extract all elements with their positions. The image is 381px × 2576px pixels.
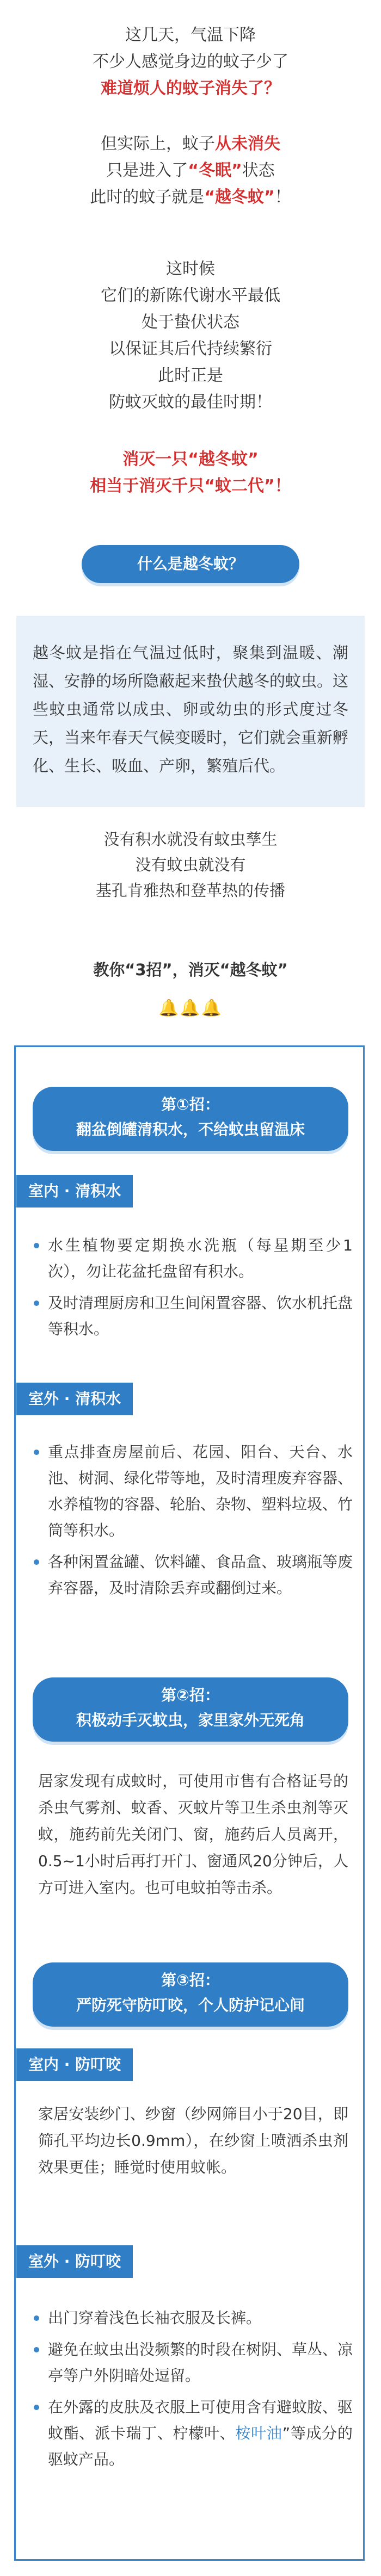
intro-line: 它们的新陈代谢水平最低 <box>101 286 280 305</box>
intro-highlight: 从未消失 <box>215 134 280 153</box>
mid-heading: 教你“3招”，消灭“越冬蚊” <box>93 961 288 979</box>
tip-title: 第③招： <box>161 1971 220 1989</box>
list-item: 水生植物要定期换水洗瓶（每星期至少1次），勿让花盆托盘留有积水。 <box>32 1233 353 1285</box>
intro-line: 处于蛰伏状态 <box>142 313 239 332</box>
intro-block <box>0 446 381 499</box>
tip-title: 第②招： <box>161 1686 220 1704</box>
list-item: 各种闲置盆罐、饮料罐、食品盒、玻璃瓶等废弃容器，及时清除丢弃或翻倒过来。 <box>32 1549 353 1601</box>
intro-block <box>0 256 381 416</box>
list-item-text: 在外露的皮肤及衣服上可使用含有避蚊胺、驱蚊酯、派卡瑞丁、柠檬叶、 <box>48 2398 353 2442</box>
intro-line <box>0 157 381 184</box>
intro-block <box>0 22 381 102</box>
outdoor-bite-list <box>32 2305 353 2478</box>
tip-pill <box>33 1962 348 2027</box>
intro-line <box>0 184 381 210</box>
list-item-highlight: 桉叶油 <box>235 2424 282 2442</box>
intro-slogan: 消灭一只“越冬蚊” <box>122 450 259 469</box>
intro-text: 只是进入了 <box>106 161 188 180</box>
list-item-text: ”等成分的驱蚊产品。 <box>48 2424 353 2468</box>
tip-pill <box>33 1087 348 1151</box>
intro-highlight: “越冬蚊” <box>204 188 275 207</box>
intro-text: 此时的蚊子就是 <box>90 188 205 207</box>
section-tag: 室外 · 清积水 <box>16 1383 133 1415</box>
list-item: 及时清理厨房和卫生间闲置容器、饮水机托盘等积水。 <box>32 1290 353 1342</box>
tip-title: 第①招： <box>161 1095 220 1113</box>
intro-text: ！ <box>274 188 291 207</box>
list-item <box>32 2394 353 2473</box>
intro-line: 防蚊灭蚊的最佳时期！ <box>109 393 272 412</box>
indoor-bite-paragraph: 家居安装纱门、纱窗（纱网筛目小于20目，即筛孔平均边长0.9mm），在纱窗上喷洒杀虫剂效果更佳；睡觉时使用蚊帐。 <box>38 2105 348 2176</box>
what-body: 越冬蚊是指在气温过低时，聚集到温暖、潮湿、安静的场所隐蔽起来蛰伏越冬的蚊虫。这些蚊虫通常以成虫、卵或幼虫的形式度过冬天，当来年春天气候变暖时，它们就会重新孵化、生长、吸血、产卵，繁殖后代。 <box>33 643 349 775</box>
what-box <box>16 616 365 807</box>
tip-subtitle: 积极动手灭蚊虫，家里家外无死角 <box>76 1711 305 1729</box>
mid-block <box>0 827 381 903</box>
mid-line: 基孔肯雅热和登革热的传播 <box>95 881 285 900</box>
intro-line <box>0 131 381 157</box>
what-title-pill <box>82 545 299 583</box>
indoor-water-list <box>32 1233 353 1348</box>
list-item: 避免在蚊虫出没频繁的时段在树阴、草丛、凉亭等户外阴暗处逗留。 <box>32 2337 353 2389</box>
bell-icon: 🔔🔔🔔 <box>158 999 223 1018</box>
intro-slogan: 相当于消灭千只“蚊二代”！ <box>90 476 291 496</box>
intro-line: 以保证其后代持续繁衍 <box>109 339 272 358</box>
intro-line: 此时正是 <box>158 366 223 385</box>
intro-question: 难道烦人的蚊子消失了？ <box>101 79 280 98</box>
tip-subtitle: 严防死守防叮咬，个人防护记心间 <box>76 1996 305 2014</box>
tip-subtitle: 翻盆倒罐清积水，不给蚊虫留温床 <box>76 1120 305 1138</box>
tip-pill <box>33 1677 348 1742</box>
intro-line: 这几天，气温下降 <box>125 26 256 45</box>
list-item: 出门穿着浅色长袖衣服及长裤。 <box>32 2305 353 2331</box>
intro-highlight: “冬眠” <box>188 161 242 180</box>
mid-line: 没有积水就没有蚊虫孳生 <box>103 830 278 849</box>
list-item: 重点排查房屋前后、花园、阳台、天台、水池、树洞、绿化带等地，及时清理废弃容器、水养植物的容器、轮胎、杂物、塑料垃圾、竹筒等积水。 <box>32 1439 353 1544</box>
intro-text: 但实际上，蚊子 <box>101 134 215 153</box>
kill-paragraph: 居家发现有成蚊时，可使用市售有合格证号的杀虫气雾剂、蚊香、灭蚊片等卫生杀虫剂等灭蚊，施药前先关闭门、窗，施药后人员离开，0.5~1小时后再打开门、窗通风20分钟后，人方可进入室内。也可电蚊拍等击杀。 <box>38 1772 348 1897</box>
intro-line: 不少人感觉身边的蚊子少了 <box>93 52 288 71</box>
mid-line: 没有蚊虫就没有 <box>135 856 246 874</box>
what-title: 什么是越冬蚊？ <box>137 555 244 573</box>
intro-text: 状态 <box>242 161 275 180</box>
section-tag: 室内 · 防叮咬 <box>16 2048 133 2081</box>
outdoor-water-list <box>32 1439 353 1607</box>
section-tag: 室外 · 防叮咬 <box>16 2245 133 2278</box>
section-tag: 室内 · 清积水 <box>16 1175 133 1208</box>
intro-block <box>0 131 381 210</box>
intro-line: 这时候 <box>166 259 215 278</box>
